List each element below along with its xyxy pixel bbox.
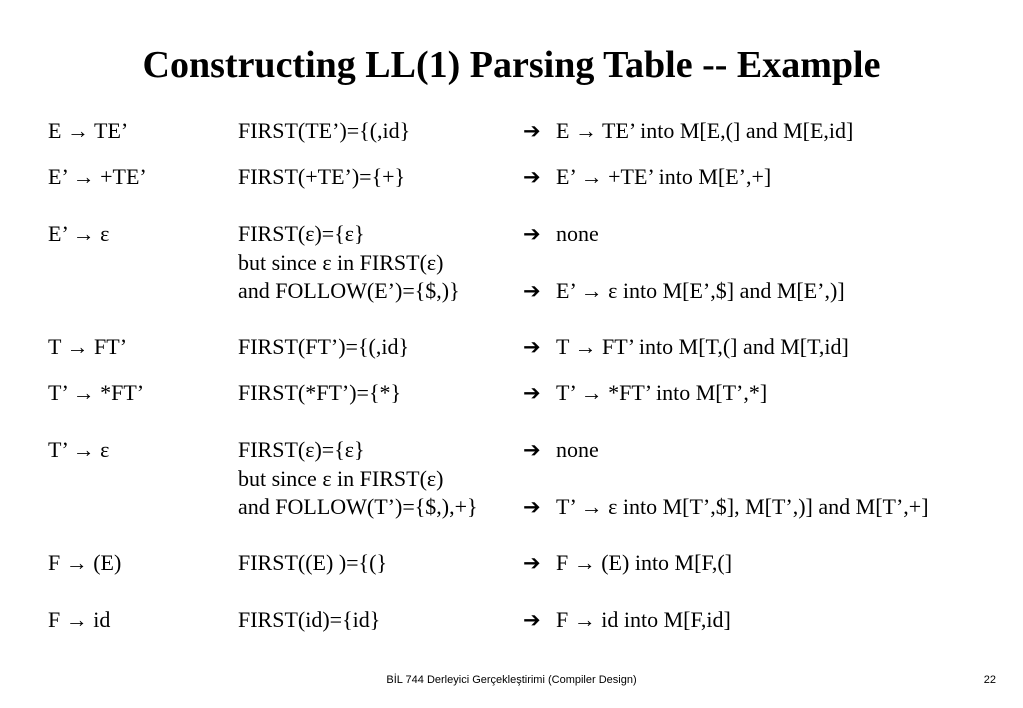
rule-row [0, 464, 1023, 493]
right-arrow-icon: ➔ [523, 438, 541, 462]
slide-footer: BİL 744 Derleyici Gerçekleştirimi (Compiler Design) [386, 674, 637, 686]
rule-row [0, 435, 1023, 464]
right-arrow-icon: ➔ [523, 279, 541, 303]
slide-title: Constructing LL(1) Parsing Table -- Example [142, 44, 881, 86]
first-set: and FOLLOW(E’)={$,)} [238, 278, 460, 303]
first-set: FIRST(ε)={ε} [238, 221, 365, 246]
action-text: E → TE’ into M[E,(] and M[E,id] [556, 118, 854, 143]
table-action [523, 332, 849, 362]
table-action [523, 435, 599, 465]
production: T’ → ε [48, 437, 110, 462]
action-text: T’ → ε into M[T’,$], M[T’,)] and M[T’,+] [556, 494, 929, 519]
table-action [523, 219, 599, 249]
first-set: FIRST(id)={id} [238, 607, 381, 632]
action-text: none [556, 221, 599, 246]
action-text: F → id into M[F,id] [556, 607, 731, 632]
right-arrow-icon: ➔ [523, 222, 541, 246]
action-text: F → (E) into M[F,(] [556, 550, 733, 575]
rule-row [0, 276, 1023, 305]
rule-row [0, 248, 1023, 277]
rule-row [0, 116, 1023, 145]
rule-row [0, 605, 1023, 634]
first-set: FIRST((E) )={(} [238, 550, 388, 575]
first-set: but since ε in FIRST(ε) [238, 466, 444, 491]
table-action [523, 548, 732, 578]
action-text: none [556, 437, 599, 462]
first-set: FIRST(+TE’)={+} [238, 164, 406, 189]
right-arrow-icon: ➔ [523, 165, 541, 189]
action-text: E’ → ε into M[E’,$] and M[E’,)] [556, 278, 845, 303]
first-set: FIRST(FT’)={(,id} [238, 334, 410, 359]
rule-row [0, 548, 1023, 577]
first-set: and FOLLOW(T’)={$,),+} [238, 494, 478, 519]
production: T → FT’ [48, 334, 128, 359]
rule-row [0, 378, 1023, 407]
production: E’ → +TE’ [48, 164, 147, 189]
table-action [523, 276, 845, 306]
right-arrow-icon: ➔ [523, 495, 541, 519]
table-action [523, 116, 853, 146]
production: E → TE’ [48, 118, 129, 143]
rule-row [0, 162, 1023, 191]
right-arrow-icon: ➔ [523, 119, 541, 143]
action-text: T’ → *FT’ into M[T’,*] [556, 380, 768, 405]
action-text: T → FT’ into M[T,(] and M[T,id] [556, 334, 849, 359]
table-action [523, 162, 771, 192]
production: F → id [48, 607, 111, 632]
rule-row [0, 492, 1023, 521]
first-set: FIRST(TE’)={(,id} [238, 118, 411, 143]
first-set: but since ε in FIRST(ε) [238, 250, 444, 275]
right-arrow-icon: ➔ [523, 335, 541, 359]
right-arrow-icon: ➔ [523, 381, 541, 405]
first-set: FIRST(*FT’)={*} [238, 380, 402, 405]
production: T’ → *FT’ [48, 380, 145, 405]
table-action [523, 492, 929, 522]
rule-row [0, 219, 1023, 248]
first-set: FIRST(ε)={ε} [238, 437, 365, 462]
production: F → (E) [48, 550, 122, 575]
page-number: 22 [983, 674, 996, 686]
action-text: E’ → +TE’ into M[E’,+] [556, 164, 772, 189]
table-action [523, 378, 767, 408]
table-action [523, 605, 731, 635]
right-arrow-icon: ➔ [523, 551, 541, 575]
right-arrow-icon: ➔ [523, 608, 541, 632]
production: E’ → ε [48, 221, 110, 246]
rule-row [0, 332, 1023, 361]
